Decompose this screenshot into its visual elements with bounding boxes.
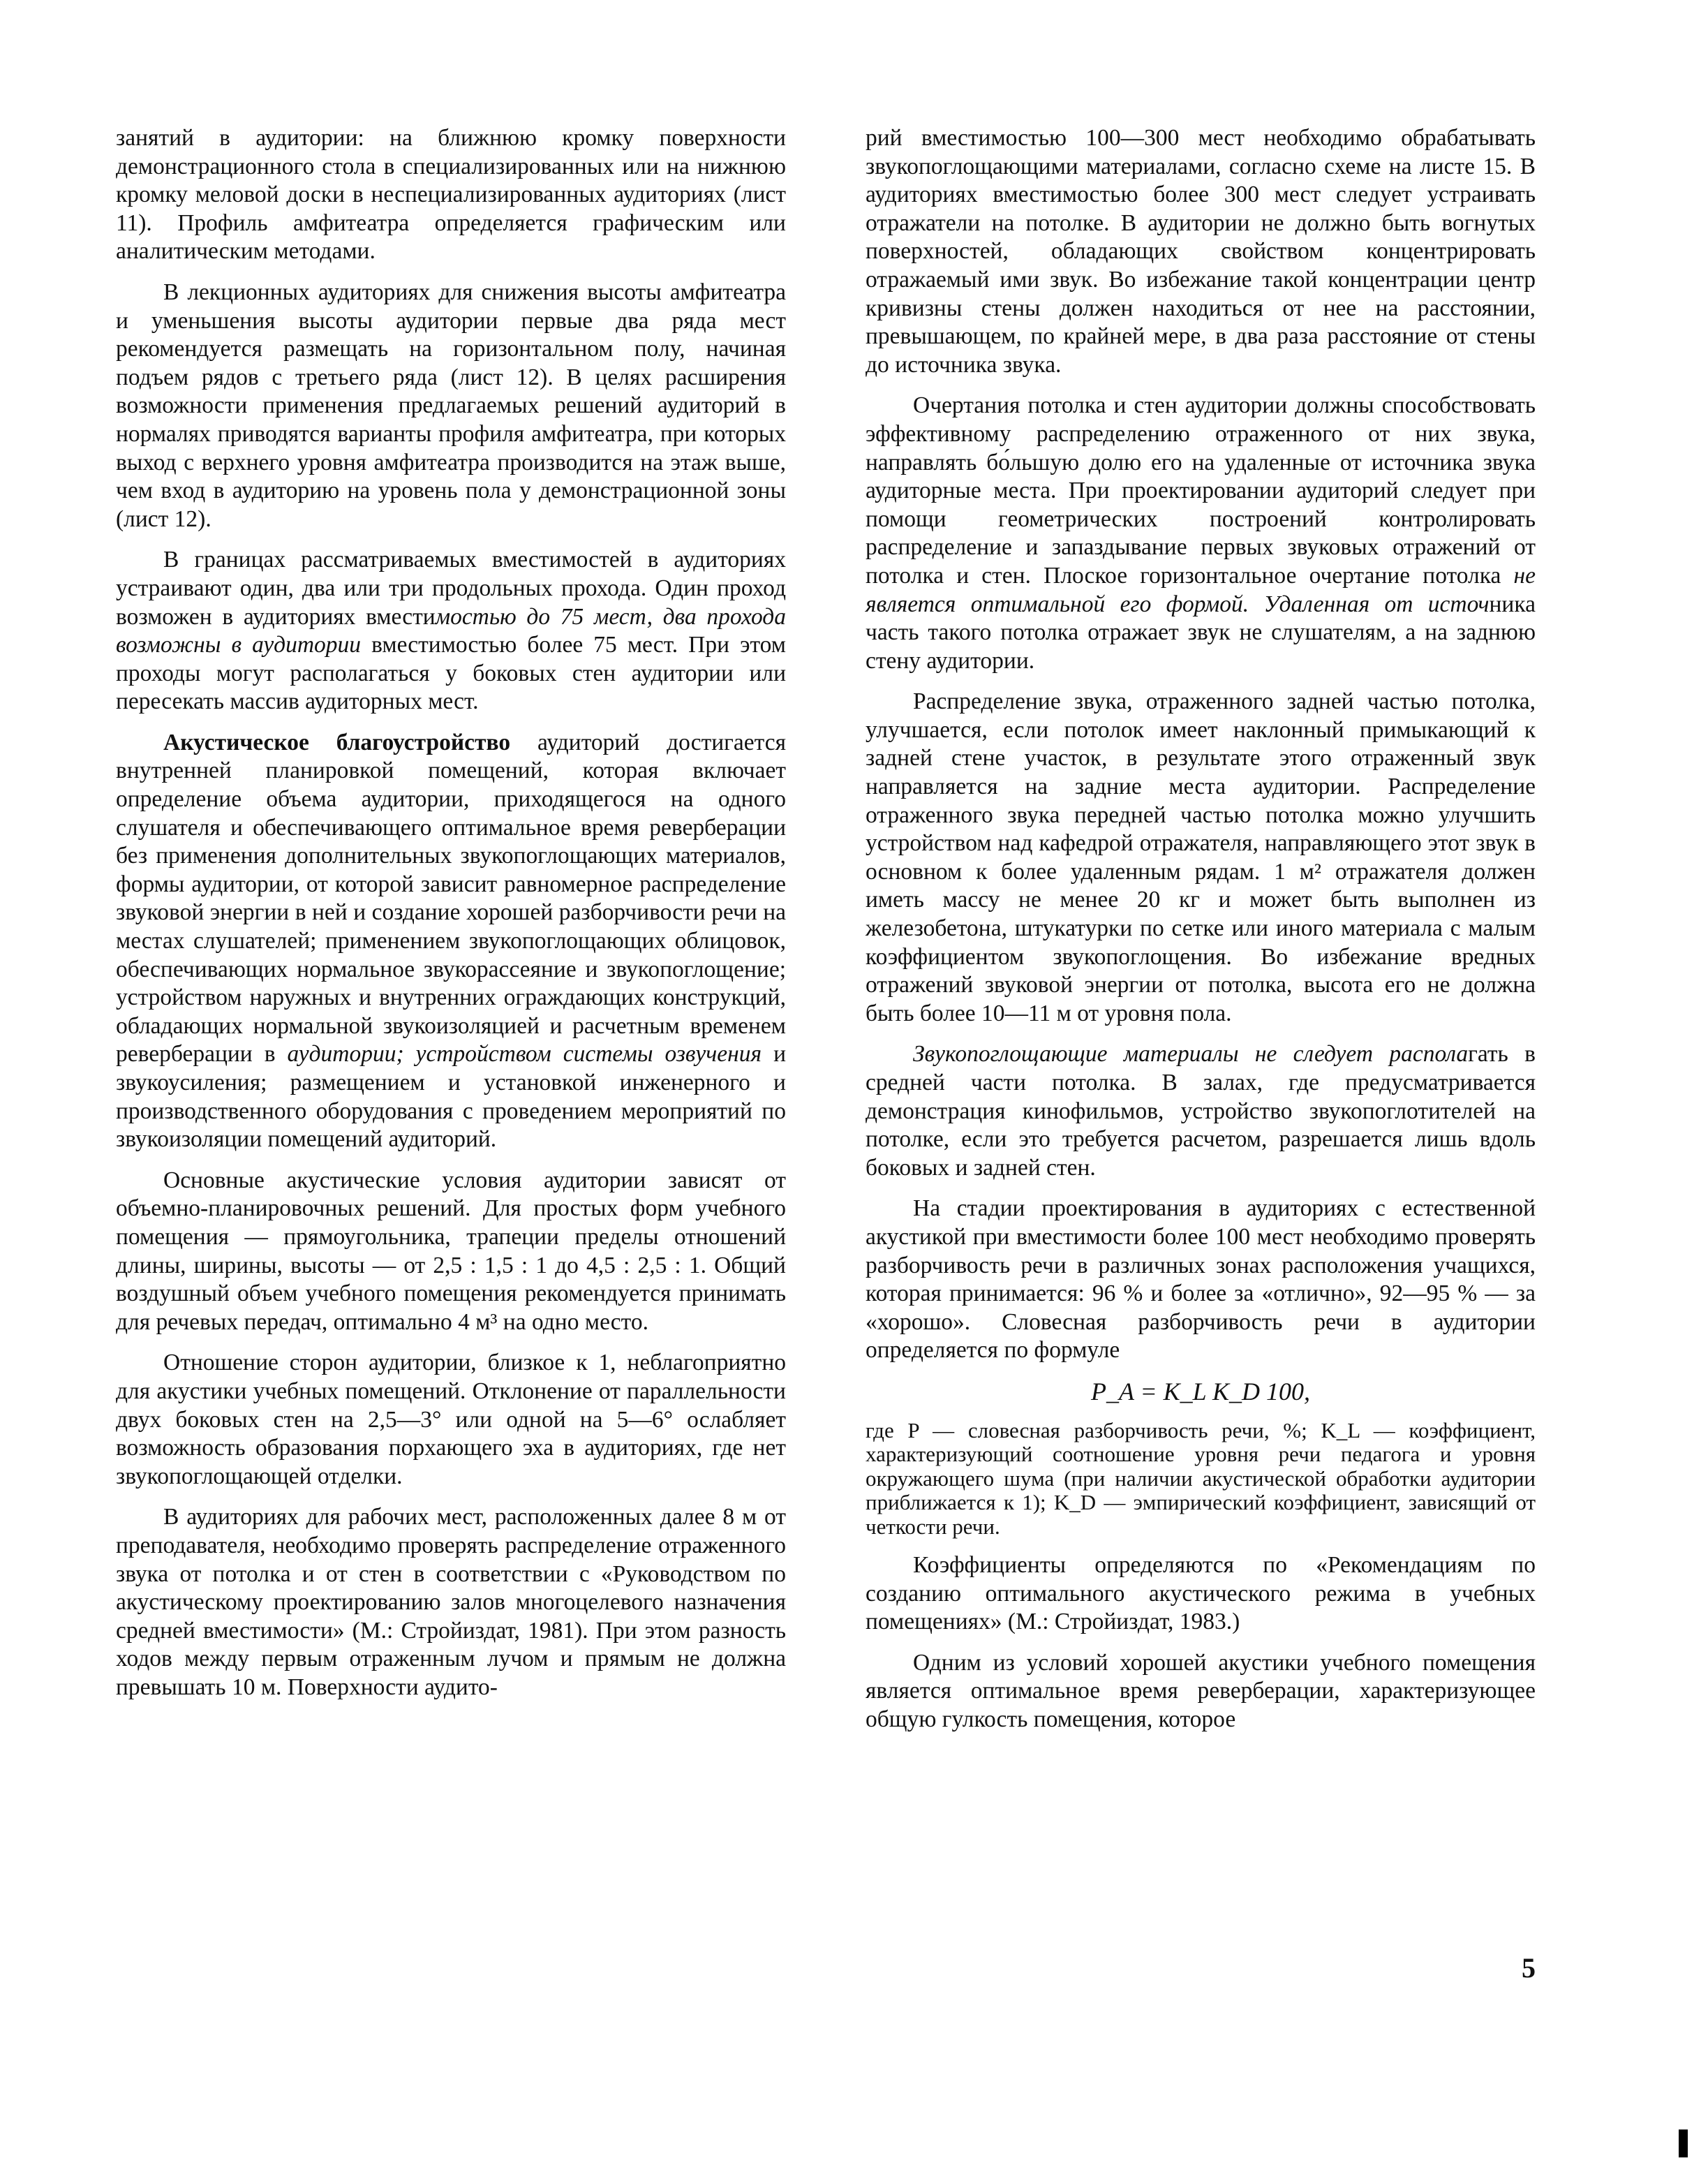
bold-term: Акустическое благоустройство <box>163 729 511 755</box>
paragraph: В лекционных аудиториях для снижения высоты амфитеатра и уменьшения высоты аудитории первые два ряда мест рекомендуется размещать на горизонтальном полу, начиная подъем рядов с третьего ряда (лист 12). В целях расширения возможности применения предлагаемых решений аудиторий в нормалях приводятся варианты профиля амфитеатра, при которых выход с верхнего уровня амфитеатра производится на этаж выше, чем вход в аудиторию на уровень пола у демонстрационной зоны (лист 12). <box>116 279 786 532</box>
formula-legend: где P — словесная разборчивость речи, %; K_L — коэффициент, характеризующий соотношение уровня речи педагога и уровня окружающего шума (при наличии акустической обработки аудитории приближается к 1); K_D — эмпирический коэффициент, зависящий от четкости речи. <box>866 1417 1536 1539</box>
left-column <box>116 124 786 1714</box>
paragraph: В аудиториях для рабочих мест, расположенных далее 8 м от преподавателя, необходимо проверять распределение отраженного звука от потолка и от стен в соответствии с «Руководством по акустическому проектированию залов многоцелевого назначения средней вместимости» (М.: Стройиздат, 1981). При этом разность ходов между первым отраженным лучом и прямым не должна превышать 10 м. Поверхности аудито- <box>116 1504 786 1700</box>
paragraph: Основные акустические условия аудитории зависят от объемно-планировочных решений. Для простых форм учебного помещения — прямоугольника, трапеции пределы отношений длины, ширины, высоты — от 2,5 : 1,5 : 1 до 4,5 : 2,5 : 1. Общий воздушный объем учебного помещения рекомендуется принимать для речевых передач, оптимально 4 м³ на одно место. <box>116 1167 786 1335</box>
right-column <box>866 124 1536 1747</box>
paragraph: Одним из условий хорошей акустики учебного помещения является оптимальное время реверберации, характеризующее общую гулкость помещения, которое <box>866 1649 1536 1732</box>
italic-text: мостью до 75 мест, два прохода возможны в аудитории <box>116 603 786 658</box>
text-run: В границах рассматриваемых вместимостей в аудиториях устраивают один, два или три продольных прохода. Один проход возможен в аудиториях вмести <box>116 547 786 630</box>
italic-text: не является оптимальной его формой. Удаленная от источ <box>866 562 1536 617</box>
text-run: и звукоусиления; размещением и установкой инженерного и производственного оборудования с проведением мероприятий по звукоизоляции помещений аудиторий. <box>116 1041 786 1153</box>
formula: P_A = K_L K_D 100, <box>1090 1377 1310 1405</box>
paragraph <box>866 392 1536 675</box>
paragraph: Коэффициенты определяются по «Рекомендациям по созданию оптимального акустического режима в учебных помещениях» (М.: Стройиздат, 1983.) <box>866 1552 1536 1635</box>
paragraph: занятий в аудитории: на ближнюю кромку поверхности демонстрационного стола в специализированных или на нижнюю кромку меловой доски в неспециализированных аудиториях (лист 11). Профиль амфитеатра определяется графическим или аналитическим методами. <box>116 125 786 265</box>
paragraph: На стадии проектирования в аудиториях с естественной акустикой при вместимости более 100 мест необходимо проверять разборчивость речи в различных зонах расположения учащихся, которая принимается: 96 % и более за «отлично», 92—95 % — за «хорошо». Словесная разборчивость речи в аудитории определяется по формуле <box>866 1195 1536 1364</box>
page-number: 5 <box>1522 1952 1536 1984</box>
italic-text: Звукопоглощающие материалы не следует распола <box>913 1041 1469 1068</box>
paragraph: Распределение звука, отраженного задней частью потолка, улучшается, если потолок имеет наклонный примыкающий к задней стене участок, в результате этого отраженный звук направляется на задние места аудитории. Распределение отраженного звука передней частью потолка можно улучшить устройством над кафедрой отражателя, направляющего этот звук в основном к более удаленным рядам. 1 м² отражателя должен иметь массу не менее 20 кг и может быть выполнен из железобетона, штукатурки по сетке или иного материала с малым коэффициентом звукопоглощения. Во избежание вредных отражений звуковой энергии от потолка, высота его не должна быть более 10—11 м от уровня пола. <box>866 688 1536 1026</box>
italic-text: аудитории; устройством системы озвучения <box>287 1041 762 1068</box>
paragraph <box>116 729 786 1154</box>
text-run: ника часть такого потолка отражает звук не слушателям, а на заднюю стену аудитории. <box>866 591 1536 674</box>
print-mark <box>1679 2129 1688 2157</box>
text-run: вместимостью более 75 мест. При этом проходы могут располагаться у боковых стен аудитории или пересекать массив аудиторных мест. <box>116 632 786 715</box>
text-run: Очертания потолка и стен аудитории должны способствовать эффективному распределению отраженного от них звука, направлять бо́льшую долю его на удаленные от источника звука аудиторные места. При проектировании аудиторий следует при помощи геометрических построений контролировать распределение и запаздывание первых звуковых отражений от потолка и стен. Плоское горизонтальное очертание потолка <box>866 392 1536 589</box>
text-run: гать в средней части потолка. В залах, где предусматривается демонстрация кинофильмов, устройство звукопоглотителей на потолке, если это требуется расчетом, разрешается лишь вдоль боковых и задней стен. <box>866 1041 1536 1181</box>
paragraph: Отношение сторон аудитории, близкое к 1, неблагоприятно для акустики учебных помещений. Отклонение от параллельности двух боковых стен на 2,5—3° или одной на 5—6° ослабляет возможность образования порхающего эха в аудиториях, где нет звукопоглощающей отделки. <box>116 1350 786 1489</box>
paragraph <box>866 1040 1536 1182</box>
paragraph <box>116 546 786 716</box>
text-run: аудиторий достигается внутренней планировкой помещений, которая включает определение объема аудитории, приходящегося на одного слушателя и обеспечивающего оптимальное время реверберации без применения дополнительных звукопоглощающих материалов, формы аудитории, от которой зависит равномерное распределение звуковой энергии в ней и создание хорошей разборчивости речи на местах слушателей; применением звукопоглощающих облицовок, обеспечивающих нормальное звукорассеяние и звукопоглощение; устройством наружных и внутренних ограждающих конструкций, обладающих нормальной звукоизоляцией и расчетным временем реверберации в <box>116 729 786 1068</box>
paragraph: рий вместимостью 100—300 мест необходимо обрабатывать звукопоглощающими материалами, согласно схеме на листе 15. В аудиториях вместимостью более 300 мест следует устраивать отражатели на потолке. В аудитории не должно быть вогнутых поверхностей, обладающих свойством концентрировать отражаемый ими звук. Во избежание такой концентрации центр кривизны стены должен находиться от нее на расстоянии, превышающем, по крайней мере, в два раза расстояние от стены до источника звука. <box>866 125 1536 378</box>
